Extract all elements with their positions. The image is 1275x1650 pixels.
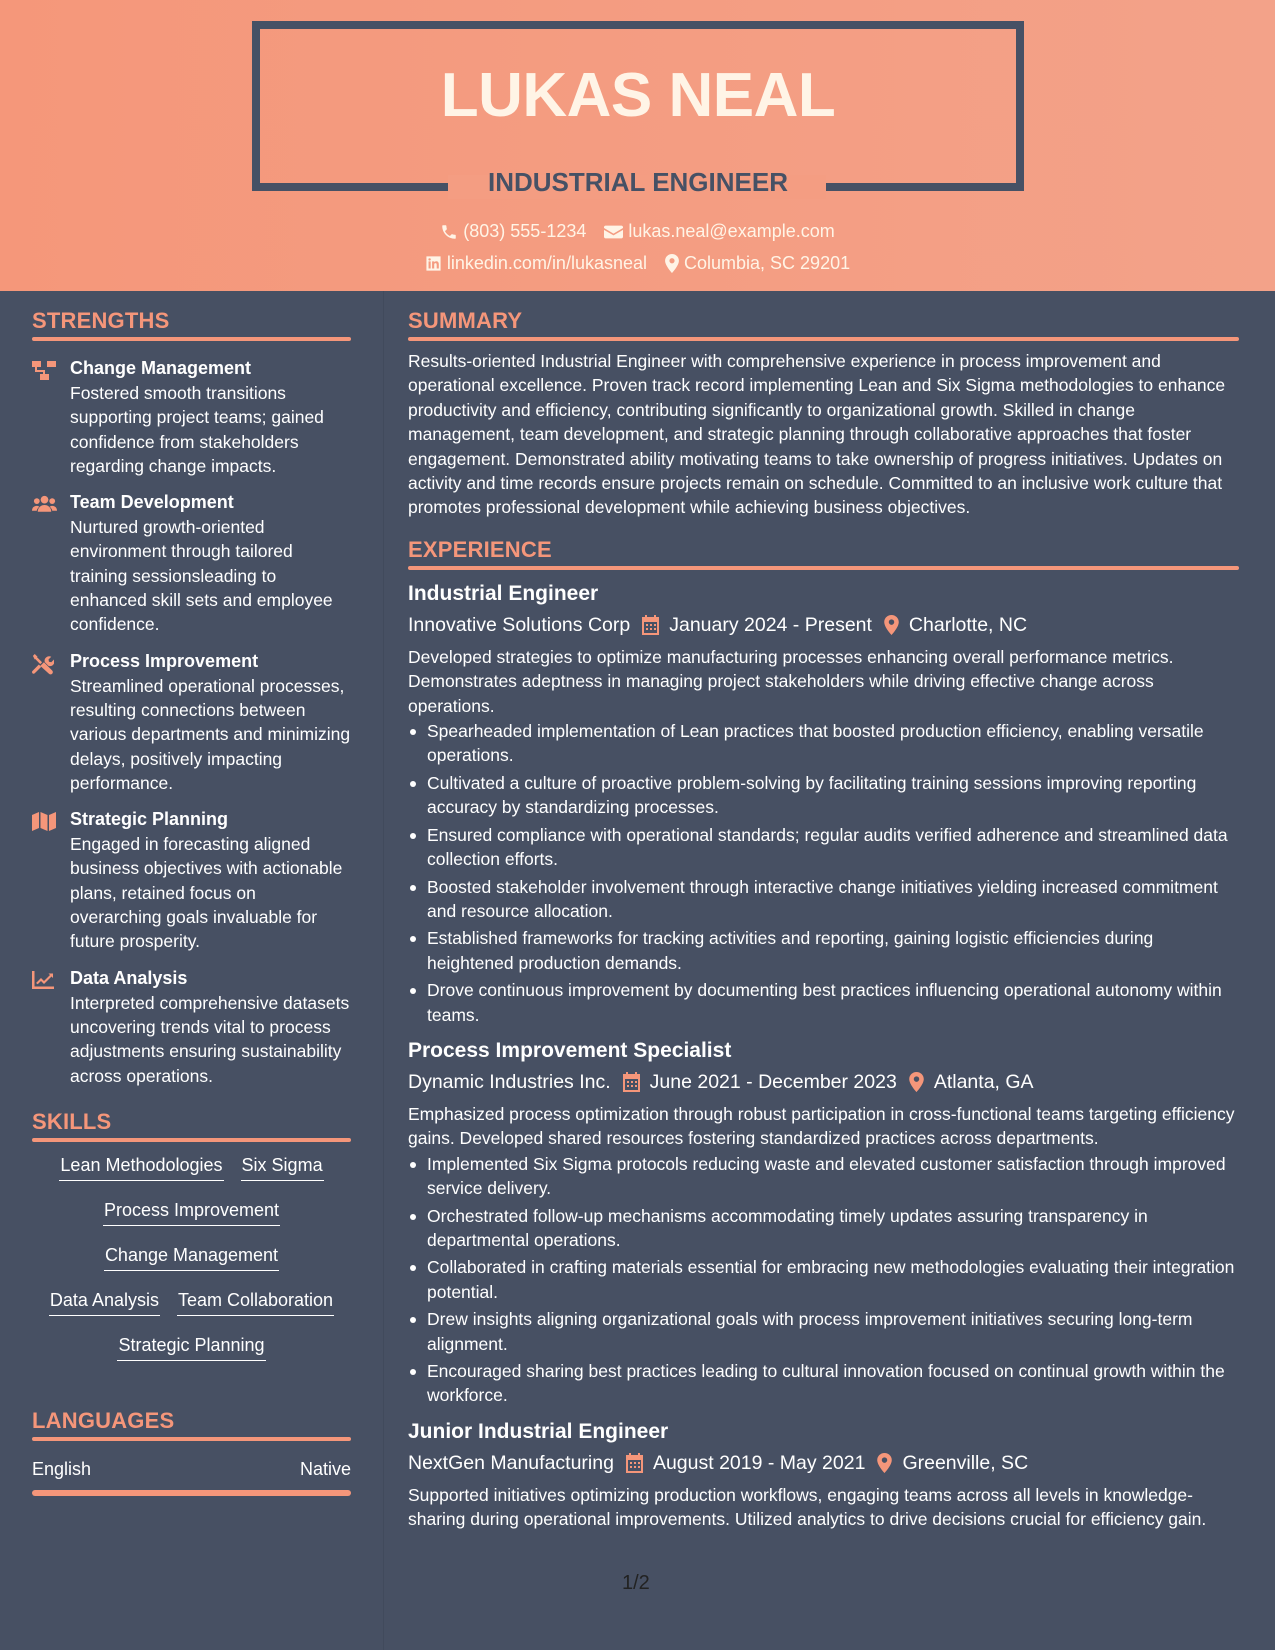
summary-text: Results-oriented Industrial Engineer with comprehensive experience in process improvement and operational excellence. Proven track record implementing Lean and Six Sigma methodologies to enhance productivity and efficiency, contributing significantly to organizational growth. Skilled in change management, team development, and strategic planning through collaborative approaches that foster engagement. Demonstrated ability motivating teams to take ownership of progress initiatives. Updates on activity and time records ensure projects remain on schedule. Committed to an inclusive work culture that promotes professional development while achieving business objectives. [408,351,1226,518]
job-bullets [408,1152,1239,1408]
contact-linkedin[interactable] [425,253,647,274]
job-role: Industrial Engineer [408,581,599,605]
linkedin-icon [425,255,442,272]
strength-desc: Fostered smooth transitions supporting project teams; gained confidence from stakeholders regarding change impacts. [70,383,324,476]
column-divider [383,291,384,1650]
strength-item [32,357,351,478]
language-row [32,1458,351,1480]
job-location: Atlanta, GA [933,1070,1034,1093]
strength-item [32,808,351,953]
chart-line-icon [32,971,54,989]
language-level: Native [299,1458,351,1479]
strength-title: Team Development [70,492,234,513]
right-column [408,291,1239,1532]
job-company: Dynamic Industries Inc. [408,1070,611,1093]
job-description: Supported initiatives optimizing production workflows, engaging teams across all levels in knowledge-sharing during operational improvements. Utilized analytics to drive decisions crucial for efficiency gain. [408,1484,1207,1530]
strengths-rule [32,337,351,341]
strength-item [32,491,351,636]
strength-desc: Engaged in forecasting aligned business objectives with actionable plans, retained focus on overarching goals invaluable for future prosperity. [70,834,343,952]
phone-icon [440,223,458,241]
job-role: Process Improvement Specialist [408,1038,732,1062]
strengths-heading: STRENGTHS [32,308,170,333]
job-meta [408,1068,1239,1096]
map-pin-icon [884,615,899,635]
email-text: lukas.neal@example.com [628,221,835,241]
job-bullet: Implemented Six Sigma protocols reducing waste and elevated customer satisfaction through improved service delivery. [408,1152,1239,1201]
job-meta [408,611,1239,639]
skill-tag: Strategic Planning [117,1333,265,1361]
contact-location [665,253,850,274]
job-bullet: Drew insights aligning organizational goals with process improvement initiatives securing long-term alignment. [408,1307,1239,1356]
tools-icon [32,654,54,676]
job-bullet: Ensured compliance with operational standards; regular audits verified adherence and streamlined data collection efforts. [408,823,1239,872]
calendar-icon [642,615,659,635]
experience-rule [408,566,1239,570]
job-title: INDUSTRIAL ENGINEER [488,167,788,197]
strength-desc: Nurtured growth-oriented environment through tailored training sessionsleading to enhanced skill sets and employee confidence. [70,517,333,635]
map-pin-icon [665,254,679,273]
strength-title: Process Improvement [70,650,259,671]
job-description: Developed strategies to optimize manufacturing processes enhancing overall performance metrics. Demonstrates adeptness in managing project stakeholders while driving effective change across operations. [408,646,1174,716]
skill-tag: Lean Methodologies [59,1153,223,1181]
map-pin-icon [909,1072,924,1092]
contact-row-1 [0,221,1275,242]
languages-heading: LANGUAGES [32,1407,175,1433]
strength-desc: Interpreted comprehensive datasets uncovering trends vital to process adjustments ensuring sustainability across operations. [70,992,350,1086]
job-dates: August 2019 - May 2021 [652,1451,866,1474]
job-company: Innovative Solutions Corp [408,613,631,636]
job-meta [408,1449,1239,1477]
contact-email[interactable] [604,221,834,242]
skill-tag: Team Collaboration [177,1288,334,1316]
job-dates: June 2021 - December 2023 [649,1070,897,1093]
languages-rule [32,1437,351,1441]
job-bullet: Established frameworks for tracking activities and reporting, gaining logistic efficiencies during heightened production demands. [408,926,1239,975]
users-icon [32,495,57,513]
linkedin-text: linkedin.com/in/lukasneal [446,253,647,273]
job-bullet: Collaborated in crafting materials essential for embracing new methodologies evaluating their integration potential. [408,1255,1239,1304]
job-bullet: Cultivated a culture of proactive problem-solving by facilitating training sessions improving reporting accuracy by standardizing processes. [408,771,1239,820]
job-location: Charlotte, NC [908,613,1028,636]
location-text: Columbia, SC 29201 [684,253,851,273]
job-company: NextGen Manufacturing [408,1451,614,1474]
job-entry [408,1418,1239,1532]
job-bullet: Boosted stakeholder involvement through interactive change initiatives yielding increased commitment and resource allocation. [408,875,1239,924]
skills-list [32,1142,351,1378]
strength-item [32,967,351,1088]
strength-title: Change Management [70,358,252,378]
language-name: English [32,1458,92,1479]
job-description: Emphasized process optimization through robust participation in cross-functional teams targeting efficiency gains. Developed shared resources fostering standardized practices across departments. [408,1103,1235,1149]
job-entry [408,1037,1239,1408]
summary-rule [408,337,1239,341]
phone-text: (803) 555-1234 [463,221,587,241]
calendar-icon [626,1453,643,1473]
candidate-name: LUKAS NEAL [440,61,836,130]
skill-tag: Data Analysis [49,1288,160,1316]
skills-heading: SKILLS [32,1108,112,1134]
job-location: Greenville, SC [902,1451,1029,1474]
map-pin-icon [877,1453,892,1473]
map-icon [32,812,56,831]
page-number: 1/2 [622,1572,650,1594]
header-banner [0,0,1275,291]
envelope-icon [604,224,623,240]
job-entry [408,580,1239,1027]
summary-heading: SUMMARY [408,308,523,333]
experience-heading: EXPERIENCE [408,536,552,562]
skill-tag: Change Management [104,1243,279,1271]
job-bullet: Drove continuous improvement by documenting best practices influencing operational autonomy within teams. [408,978,1239,1027]
job-bullet: Spearheaded implementation of Lean practices that boosted production efficiency, enabling versatile operations. [408,719,1239,768]
left-column [32,291,351,1496]
contact-row-2 [0,253,1275,274]
job-bullet: Encouraged sharing best practices leading to cultural innovation focused on continual growth within the workforce. [408,1359,1239,1408]
job-dates: January 2024 - Present [669,613,872,636]
job-role: Junior Industrial Engineer [408,1419,669,1443]
sitemap-icon [32,361,56,381]
job-bullets [408,719,1239,1027]
skill-tag: Process Improvement [103,1198,280,1226]
job-bullet: Orchestrated follow-up mechanisms accommodating timely updates assuring transparency in departmental operations. [408,1204,1239,1253]
language-proficiency-bar [32,1490,351,1496]
skill-tag: Six Sigma [241,1153,324,1181]
strength-title: Strategic Planning [70,809,229,830]
strength-item [32,650,351,795]
strength-title: Data Analysis [70,967,188,988]
strength-desc: Streamlined operational processes, resulting connections between various departments and minimizing delays, positively impacting performance. [70,675,351,793]
calendar-icon [623,1072,640,1092]
contact-phone[interactable] [440,221,586,242]
